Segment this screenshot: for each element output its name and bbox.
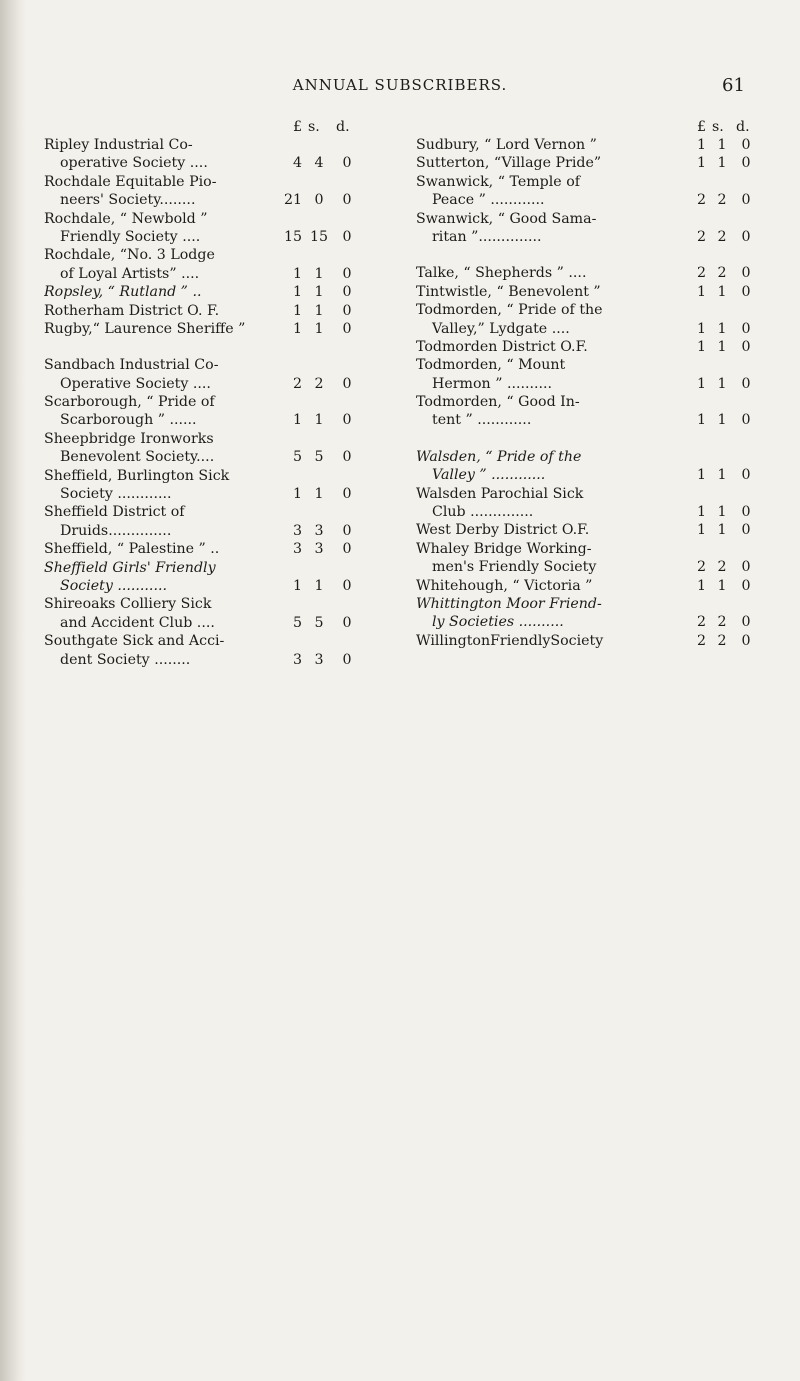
subscriber-entry: [44, 595, 396, 632]
amount-pence: 0: [741, 614, 751, 631]
amount-pence: 0: [741, 155, 751, 172]
subscriber-entry: [44, 503, 396, 540]
amount-shillings: 1: [717, 522, 727, 539]
subscriber-entry: [416, 136, 784, 154]
entry-name-line: Hermon ” ..........: [432, 375, 553, 392]
currency-header: [416, 118, 784, 136]
amount-pence: 0: [342, 651, 352, 668]
subscriber-entry: [416, 595, 784, 632]
amount-pounds: 2: [696, 632, 706, 649]
entry-name-line: Sheepbridge Ironworks: [44, 430, 214, 447]
amount-shillings: 1: [717, 504, 727, 521]
amount-pence: 0: [741, 559, 751, 576]
amount-shillings: 1: [717, 283, 727, 300]
subscriber-entry: [44, 320, 396, 338]
entry-name-line: Rotherham District O. F.: [44, 302, 220, 319]
entry-name-line: Tintwistle, “ Benevolent ”: [416, 283, 601, 300]
entry-name-line: men's Friendly Society: [432, 559, 597, 576]
subscriber-entry: [44, 540, 396, 558]
amount-shillings: 1: [717, 338, 727, 355]
subscriber-entry: [416, 338, 784, 356]
entry-name-line: Whaley Bridge Working-: [416, 540, 592, 557]
amount-shillings: 5: [314, 449, 324, 466]
amount-shillings: 3: [314, 651, 324, 668]
amount-pounds: 2: [696, 228, 706, 245]
running-header: ANNUAL SUBSCRIBERS.: [292, 76, 508, 94]
amount-pounds: 2: [696, 192, 706, 209]
subscriber-entry: [44, 173, 396, 210]
amount-pence: 0: [342, 228, 352, 245]
amount-pounds: 1: [292, 486, 302, 503]
subscriber-entry: [416, 485, 784, 522]
amount-pence: 0: [342, 577, 352, 594]
entry-name-line: Society ...........: [60, 577, 167, 594]
entry-name-line: Society ............: [60, 486, 172, 503]
amount-pence: 0: [741, 412, 751, 429]
amount-pence: 0: [342, 284, 352, 301]
amount-shillings: 1: [717, 320, 727, 337]
amount-pence: 0: [741, 504, 751, 521]
amount-pounds: 3: [292, 522, 302, 539]
section-gap: [416, 246, 784, 264]
amount-pounds: 1: [696, 137, 706, 153]
subscriber-entry: [44, 302, 396, 320]
amount-pounds: 3: [292, 651, 302, 668]
entry-name-line: Scarborough ” ......: [60, 412, 197, 429]
amount-shillings: 5: [314, 614, 324, 631]
amount-shillings: 1: [314, 577, 324, 594]
entry-name-line: Todmorden District O.F.: [416, 338, 588, 355]
pence-header: d.: [736, 119, 750, 135]
page-number: 61: [722, 75, 745, 96]
entry-name-line: operative Society ....: [60, 155, 208, 172]
subscriber-entry: [44, 136, 396, 173]
amount-pounds: 1: [696, 375, 706, 392]
entry-name-line: Whittington Moor Friend-: [416, 595, 602, 612]
subscriber-entry: [416, 632, 784, 650]
subscriber-entry: [416, 301, 784, 338]
amount-pence: 0: [741, 283, 751, 300]
amount-pounds: 1: [696, 338, 706, 355]
amount-pence: 0: [741, 320, 751, 337]
subscriber-entry: [416, 356, 784, 393]
right-column: [416, 118, 784, 650]
subscriber-entry: [44, 210, 396, 247]
amount-pence: 0: [741, 338, 751, 355]
entry-name-line: WillingtonFriendlySociety: [416, 632, 604, 649]
entry-name-line: Swanwick, “ Good Sama-: [416, 210, 597, 227]
amount-pence: 0: [342, 412, 352, 429]
amount-pounds: 1: [292, 302, 302, 319]
amount-pence: 0: [741, 192, 751, 209]
amount-shillings: 3: [314, 522, 324, 539]
subscriber-entry: [416, 540, 784, 577]
amount-shillings: 2: [314, 375, 324, 392]
entry-name-line: Scarborough, “ Pride of: [44, 394, 215, 411]
entry-name-line: Sandbach Industrial Co-: [44, 357, 219, 374]
amount-pounds: 2: [696, 559, 706, 576]
amount-shillings: 1: [314, 320, 324, 337]
amount-shillings: 3: [314, 541, 324, 558]
entry-name-line: Friendly Society ....: [60, 228, 201, 245]
entry-name-line: Southgate Sick and Acci-: [44, 633, 225, 650]
entry-name-line: Rochdale Equitable Pio-: [44, 173, 217, 190]
amount-pence: 0: [342, 522, 352, 539]
amount-pence: 0: [342, 541, 352, 558]
section-gap: [416, 430, 784, 448]
entry-name-line: Todmorden, “ Mount: [416, 357, 566, 374]
amount-shillings: 2: [717, 192, 727, 209]
entry-name-line: Ripley Industrial Co-: [44, 137, 193, 153]
amount-pounds: 1: [292, 265, 302, 282]
subscriber-entry: [44, 430, 396, 467]
entry-name-line: Sudbury, “ Lord Vernon ”: [416, 137, 597, 153]
amount-pounds: 1: [696, 467, 706, 484]
entry-name-line: of Loyal Artists” ....: [60, 265, 200, 282]
entry-name-line: Rochdale, “ Newbold ”: [44, 210, 208, 227]
pound-header: £: [292, 119, 302, 135]
amount-pounds: 1: [696, 320, 706, 337]
entry-name-line: Sutterton, “Village Pride”: [416, 155, 602, 172]
entry-name-line: Peace ” ............: [432, 192, 545, 209]
amount-pence: 0: [342, 155, 352, 172]
amount-pence: 0: [342, 320, 352, 337]
amount-shillings: 2: [717, 614, 727, 631]
amount-shillings: 2: [717, 228, 727, 245]
pound-header: £: [696, 119, 706, 135]
amount-pence: 0: [342, 449, 352, 466]
amount-pence: 0: [741, 375, 751, 392]
amount-shillings: 1: [314, 284, 324, 301]
amount-pounds: 5: [292, 614, 302, 631]
entry-name-line: ritan ”..............: [432, 228, 542, 245]
amount-shillings: 2: [717, 632, 727, 649]
amount-pounds: 5: [292, 449, 302, 466]
amount-pounds: 1: [696, 412, 706, 429]
amount-pence: 0: [342, 486, 352, 503]
amount-pounds: 1: [292, 284, 302, 301]
amount-shillings: 1: [314, 486, 324, 503]
amount-shillings: 1: [717, 155, 727, 172]
entry-name-line: Talke, “ Shepherds ” ....: [416, 265, 587, 282]
amount-pounds: 1: [696, 577, 706, 594]
book-spine-shadow: [0, 0, 26, 1381]
amount-pounds: 2: [696, 614, 706, 631]
pence-header: d.: [336, 119, 350, 135]
amount-shillings: 1: [314, 302, 324, 319]
amount-pence: 0: [342, 375, 352, 392]
subscriber-entry: [416, 264, 784, 282]
amount-pounds: 1: [292, 577, 302, 594]
currency-header: [44, 118, 396, 136]
amount-pounds: 2: [292, 375, 302, 392]
entry-name-line: Shireoaks Colliery Sick: [44, 596, 212, 613]
entry-name-line: neers' Society........: [60, 192, 196, 209]
entry-name-line: Sheffield, Burlington Sick: [44, 467, 230, 484]
amount-pence: 0: [741, 522, 751, 539]
amount-pence: 0: [741, 265, 751, 282]
subscriber-entry: [44, 632, 396, 669]
entry-name-line: Sheffield District of: [44, 504, 185, 521]
entry-name-line: Todmorden, “ Pride of the: [416, 302, 603, 319]
shilling-header: s.: [712, 119, 724, 135]
subscriber-entry: [44, 283, 396, 301]
subscriber-entry: [44, 467, 396, 504]
amount-shillings: 1: [717, 412, 727, 429]
amount-pence: 0: [342, 614, 352, 631]
subscriber-entry: [416, 154, 784, 172]
shilling-header: s.: [308, 119, 320, 135]
amount-shillings: 1: [717, 577, 727, 594]
amount-pounds: 1: [292, 412, 302, 429]
entry-name-line: Valley,” Lydgate ....: [432, 320, 570, 337]
subscriber-entry: [416, 521, 784, 539]
amount-pence: 0: [342, 302, 352, 319]
subscriber-entry: [416, 393, 784, 430]
left-column: [44, 118, 396, 669]
subscriber-entry: [44, 559, 396, 596]
section-gap: [44, 338, 396, 356]
subscriber-entry: [416, 173, 784, 210]
subscriber-entry: [416, 210, 784, 247]
amount-pence: 0: [741, 467, 751, 484]
subscriber-entry: [44, 356, 396, 393]
amount-pounds: 2: [696, 265, 706, 282]
entry-name-line: Sheffield, “ Palestine ” ..: [44, 541, 220, 558]
amount-shillings: 2: [717, 559, 727, 576]
entry-name-line: and Accident Club ....: [60, 614, 215, 631]
amount-shillings: 1: [314, 412, 324, 429]
amount-pence: 0: [741, 137, 751, 153]
subscriber-entry: [44, 393, 396, 430]
entry-name-line: Walsden, “ Pride of the: [416, 448, 582, 465]
amount-shillings: 4: [314, 155, 324, 172]
entry-name-line: Sheffield Girls' Friendly: [44, 559, 216, 576]
amount-pounds: 15: [283, 228, 302, 245]
subscriber-entry: [416, 283, 784, 301]
entry-name-line: Swanwick, “ Temple of: [416, 173, 580, 190]
entry-name-line: Ropsley, “ Rutland ” ..: [44, 284, 202, 301]
entry-name-line: Druids..............: [60, 522, 172, 539]
subscriber-entry: [416, 577, 784, 595]
left-entries: [44, 136, 396, 669]
amount-pence: 0: [342, 265, 352, 282]
entry-name-line: dent Society ........: [60, 651, 191, 668]
entry-name-line: Valley ” ............: [432, 467, 546, 484]
amount-pounds: 1: [696, 522, 706, 539]
amount-pounds: 1: [696, 504, 706, 521]
amount-pounds: 21: [283, 192, 302, 209]
amount-shillings: 2: [717, 265, 727, 282]
entry-name-line: Rugby,“ Laurence Sheriffe ”: [44, 320, 246, 337]
amount-shillings: 1: [717, 375, 727, 392]
amount-shillings: 1: [717, 137, 727, 153]
amount-shillings: 1: [717, 467, 727, 484]
entry-name-line: Todmorden, “ Good In-: [416, 394, 580, 411]
entry-name-line: Rochdale, “No. 3 Lodge: [44, 247, 215, 264]
amount-shillings: 15: [309, 228, 329, 245]
entry-name-line: ly Societies ..........: [432, 614, 564, 631]
right-entries: [416, 136, 784, 650]
subscriber-entry: [44, 246, 396, 283]
amount-pounds: 1: [292, 320, 302, 337]
amount-pounds: 4: [292, 155, 302, 172]
subscriber-entry: [416, 448, 784, 485]
entry-name-line: Whitehough, “ Victoria ”: [416, 577, 593, 594]
entry-name-line: Club ..............: [432, 504, 534, 521]
entry-name-line: Benevolent Society....: [60, 449, 215, 466]
amount-pounds: 1: [696, 155, 706, 172]
amount-shillings: 1: [314, 265, 324, 282]
entry-name-line: Operative Society ....: [60, 375, 211, 392]
entry-name-line: West Derby District O.F.: [416, 522, 590, 539]
amount-pence: 0: [741, 577, 751, 594]
amount-shillings: 0: [314, 192, 324, 209]
amount-pence: 0: [741, 632, 751, 649]
amount-pounds: 3: [292, 541, 302, 558]
amount-pence: 0: [342, 192, 352, 209]
entry-name-line: tent ” ............: [432, 412, 532, 429]
entry-name-line: Walsden Parochial Sick: [416, 485, 584, 502]
amount-pence: 0: [741, 228, 751, 245]
amount-pounds: 1: [696, 283, 706, 300]
